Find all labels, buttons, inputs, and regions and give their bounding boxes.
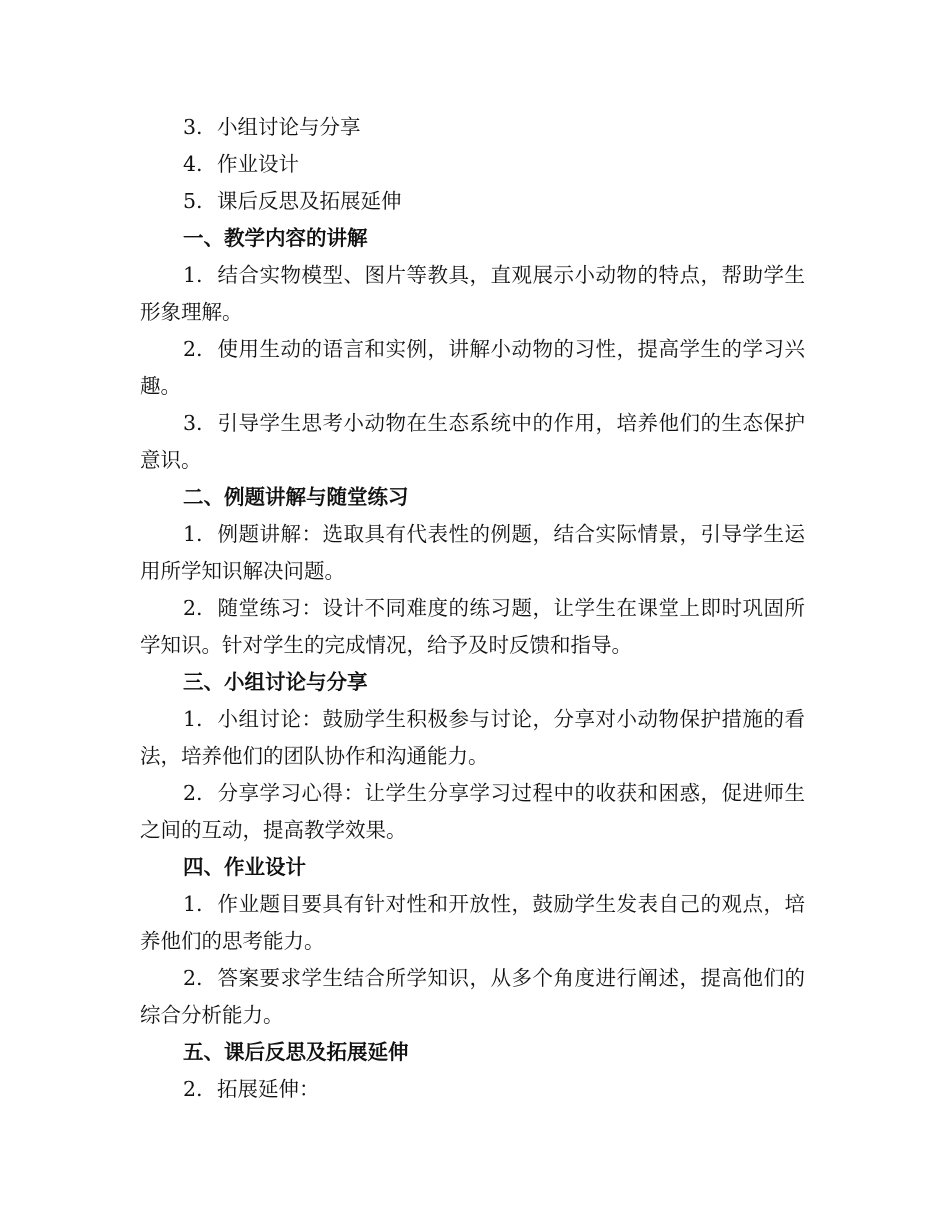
paragraph [140, 405, 805, 479]
item-number: 2. [183, 337, 203, 361]
section-heading: 二、例题讲解与随堂练习 [183, 485, 409, 509]
item-text: 课后反思及拓展延伸 [217, 189, 402, 213]
section-heading: 五、课后反思及拓展延伸 [183, 1040, 409, 1064]
section-heading: 一、教学内容的讲解 [183, 226, 368, 250]
item-number: 1. [183, 892, 203, 916]
paragraph-text: 使用生动的语言和实例，讲解小动物的习性，提高学生的学习兴趣。 [140, 337, 805, 398]
paragraph [140, 701, 805, 775]
paragraph [140, 590, 805, 664]
paragraph [140, 516, 805, 590]
item-text: 小组讨论与分享 [217, 115, 361, 139]
section-heading: 四、作业设计 [183, 855, 306, 879]
item-number: 2. [183, 966, 203, 990]
paragraph [140, 331, 805, 405]
paragraph-text: 引导学生思考小动物在生态系统中的作用，培养他们的生态保护意识。 [140, 411, 805, 472]
item-number: 3. [183, 411, 203, 435]
paragraph-text: 结合实物模型、图片等教具，直观展示小动物的特点，帮助学生形象理解。 [140, 263, 805, 324]
item-number: 2. [183, 1077, 203, 1101]
item-number: 2. [183, 596, 203, 620]
paragraph-text: 拓展延伸： [217, 1077, 320, 1101]
paragraph-text: 随堂练习：设计不同难度的练习题，让学生在课堂上即时巩固所学知识。针对学生的完成情况，给予及时反馈和指导。 [140, 596, 805, 657]
paragraph [140, 960, 805, 1034]
item-number: 1. [183, 522, 203, 546]
paragraph-text: 分享学习心得：让学生分享学习过程中的收获和困惑，促进师生之间的互动，提高教学效果。 [140, 781, 805, 842]
paragraph [140, 1071, 805, 1108]
paragraph-text: 答案要求学生结合所学知识，从多个角度进行阐述，提高他们的综合分析能力。 [140, 966, 805, 1027]
item-number: 3. [183, 115, 203, 139]
item-number: 2. [183, 781, 203, 805]
paragraph [140, 257, 805, 331]
outline-item [140, 109, 805, 146]
item-number: 1. [183, 707, 203, 731]
item-number: 5. [183, 189, 203, 213]
paragraph-text: 作业题目要具有针对性和开放性，鼓励学生发表自己的观点，培养他们的思考能力。 [140, 892, 805, 953]
section-heading: 三、小组讨论与分享 [183, 670, 368, 694]
paragraph-text: 例题讲解：选取具有代表性的例题，结合实际情景，引导学生运用所学知识解决问题。 [140, 522, 805, 583]
document-page [140, 109, 805, 1108]
item-number: 4. [183, 152, 203, 176]
paragraph [140, 886, 805, 960]
outline-item [140, 146, 805, 183]
paragraph [140, 775, 805, 849]
paragraph-text: 小组讨论：鼓励学生积极参与讨论，分享对小动物保护措施的看法，培养他们的团队协作和沟通能力。 [140, 707, 805, 768]
item-text: 作业设计 [217, 152, 299, 176]
item-number: 1. [183, 263, 203, 287]
outline-item [140, 183, 805, 220]
